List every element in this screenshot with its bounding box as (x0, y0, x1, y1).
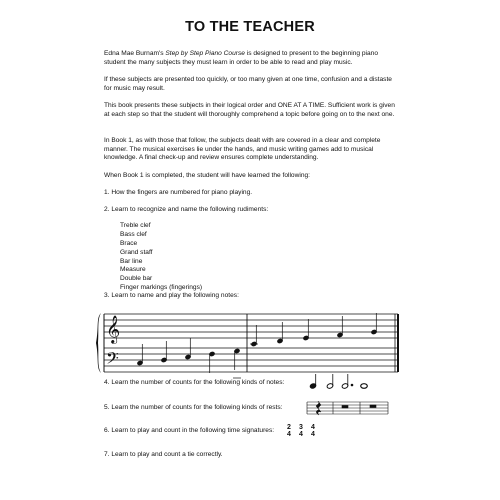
book-title: Step by Step Piano Course (165, 50, 245, 57)
treble-clef-icon: 𝄞 (106, 315, 121, 343)
time-sig-top: 2 (287, 424, 291, 431)
paragraph-2: If these subjects are presented too quickly, or too many given at one time, confusion and a distaste for music may result. (104, 76, 392, 92)
rests-staff (307, 401, 388, 415)
list-item-6: 6. Learn to play and count in the following time signatures: (104, 427, 275, 434)
whole-note-icon (361, 384, 368, 389)
brace (96, 313, 101, 373)
list-item-4: 4. Learn the number of counts for the following kinds of notes: (104, 379, 285, 386)
page-title: TO THE TEACHER (185, 19, 315, 35)
half-rest-icon (342, 406, 348, 409)
rudiment-item: Brace (120, 239, 138, 247)
rudiment-item: Double bar (120, 275, 153, 283)
intro-rest: is designed to present to the beginning piano student the many subjects they must learn in order to be able to read and play music. (104, 50, 379, 66)
paragraph-3: This book presents these subjects in their logical order and ONE AT A TIME. Sufficient work is given at each step so that the student will thoroughly comprehend a topic before going on to the next one. (104, 102, 395, 118)
rudiment-item: Bar line (120, 257, 143, 265)
time-sig-top: 4 (311, 424, 315, 431)
time-sig-bottom: 4 (311, 431, 315, 438)
time-sig-top: 3 (299, 424, 303, 431)
paragraph-5: When Book 1 is completed, the student will have learned the following: (104, 172, 310, 179)
list-item-2: 2. Learn to recognize and name the following rudiments: (104, 206, 269, 213)
paragraph-4: In Book 1, as with those that follow, the subjects dealt with are covered in a clear and complete manner. The musical exercises lie under the hands, and music writing games add to musical knowledge. A final check-up and review ensures complete understanding. (104, 137, 381, 162)
rudiment-item: Grand staff (120, 248, 153, 256)
rudiment-item: Bass clef (120, 230, 147, 238)
time-signatures (287, 424, 315, 438)
list-item-5: 5. Learn the number of counts for the following kinds of rests: (104, 404, 283, 411)
rudiment-item: Treble clef (120, 222, 151, 229)
note-values (309, 374, 367, 389)
list-item-3: 3. Learn to name and play the following notes: (104, 292, 239, 299)
time-sig-bottom: 4 (299, 431, 303, 438)
list-item-1: 1. How the fingers are numbered for piano playing. (104, 189, 253, 196)
rudiment-item: Measure (120, 266, 146, 274)
rudiment-item: Finger markings (fingerings) (120, 284, 203, 292)
grand-staff (104, 314, 398, 372)
bass-clef-icon: 𝄢 (106, 348, 119, 372)
author-name: Edna Mae Burnam's (104, 50, 164, 57)
treble-notes (250, 313, 377, 347)
list-item-7: 7. Learn to play and count a tie correctly. (104, 451, 223, 458)
whole-rest-icon (370, 405, 376, 408)
time-sig-bottom: 4 (287, 431, 291, 438)
